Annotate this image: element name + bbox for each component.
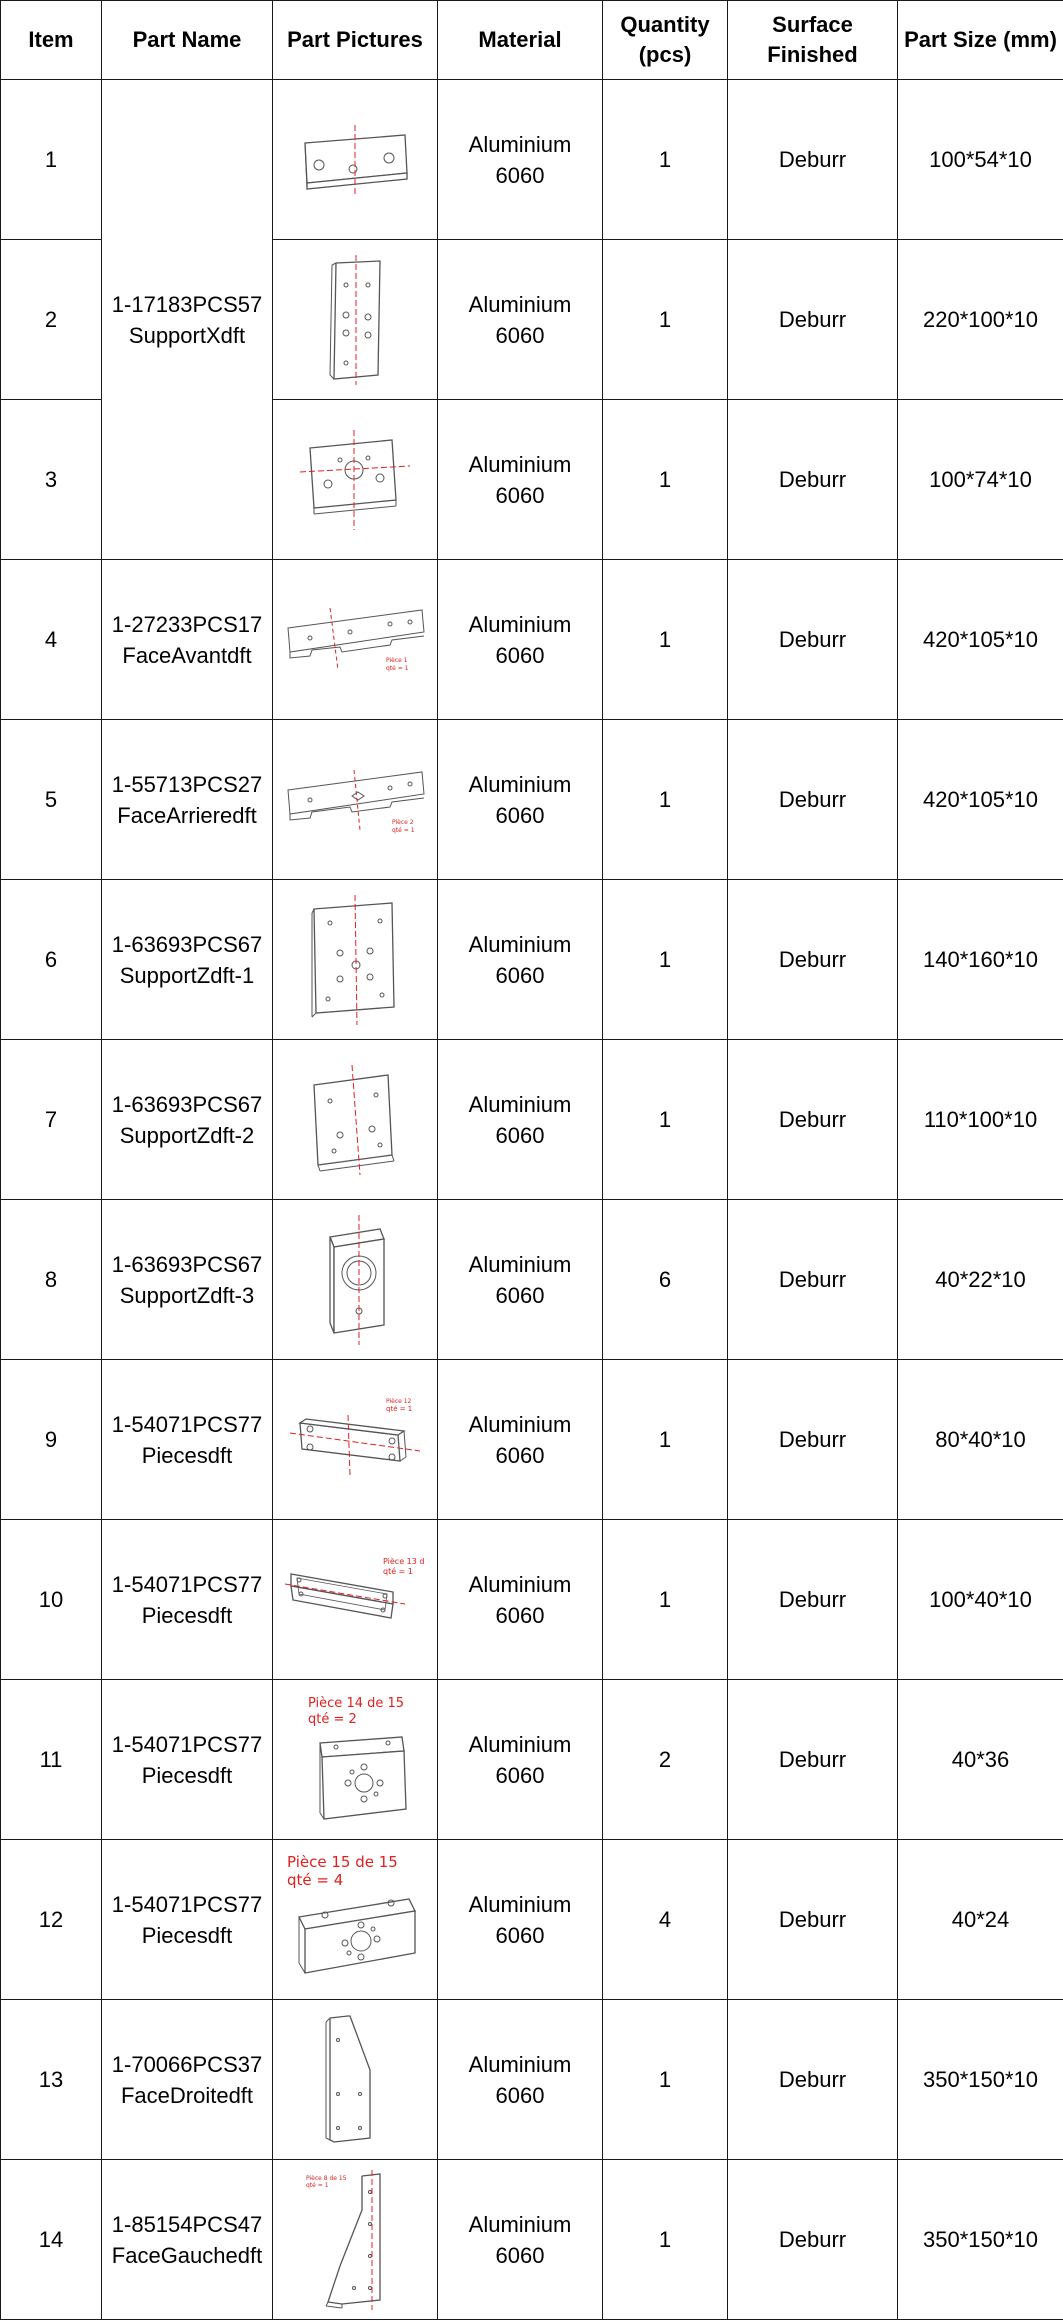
- material-cell: Aluminium 6060: [438, 400, 603, 560]
- small-plate-drawing-icon: [273, 1361, 437, 1519]
- header-surface-finished: Surface Finished: [728, 1, 898, 80]
- part-name-cell: 1-63693PCS67SupportZdft-2: [102, 1040, 273, 1200]
- surface-finished-cell: Deburr: [728, 240, 898, 400]
- rear-face-drawing-icon: [273, 721, 437, 879]
- svg-text:qté = 1: qté = 1: [386, 1404, 413, 1413]
- table-row: [1, 1200, 1063, 1360]
- item-cell: 8: [1, 1200, 102, 1360]
- part-name-cell: 1-54071PCS77Piecesdft: [102, 1680, 273, 1840]
- surface-finished-cell: Deburr: [728, 560, 898, 720]
- material-cell: Aluminium 6060: [438, 2160, 603, 2320]
- surface-finished-cell: Deburr: [728, 2000, 898, 2160]
- surface-finished-cell: Deburr: [728, 1680, 898, 1840]
- material-cell: Aluminium 6060: [438, 720, 603, 880]
- svg-text:Pièce 15 de 15: Pièce 15 de 15: [287, 1854, 398, 1871]
- table-row: [1, 560, 1063, 720]
- part-size-cell: 350*150*10: [898, 2160, 1063, 2320]
- item-cell: 7: [1, 1040, 102, 1200]
- header-quantity: Quantity (pcs): [603, 1, 728, 80]
- part-picture-cell: [273, 1200, 438, 1360]
- support-z-plate-small-drawing-icon: [273, 1041, 437, 1199]
- part-picture-cell: [273, 1040, 438, 1200]
- quantity-cell: 1: [603, 1040, 728, 1200]
- part-size-cell: 40*36: [898, 1680, 1063, 1840]
- table-row: [1, 1680, 1063, 1840]
- item-cell: 9: [1, 1360, 102, 1520]
- part-name-cell: 1-27233PCS17FaceAvantdft: [102, 560, 273, 720]
- surface-finished-cell: Deburr: [728, 720, 898, 880]
- item-cell: 5: [1, 720, 102, 880]
- right-face-drawing-icon: [273, 2001, 437, 2159]
- svg-text:Pièce 2: Pièce 2: [392, 818, 414, 826]
- surface-finished-cell: Deburr: [728, 1200, 898, 1360]
- item-cell: 6: [1, 880, 102, 1040]
- front-face-drawing-icon: [273, 561, 437, 719]
- surface-finished-cell: Deburr: [728, 80, 898, 240]
- svg-text:qté = 1: qté = 1: [386, 664, 409, 672]
- part-size-cell: 80*40*10: [898, 1360, 1063, 1520]
- plate-with-bore-drawing-icon: [273, 401, 437, 559]
- item-cell: 12: [1, 1840, 102, 2000]
- table-row: [1, 80, 1063, 240]
- material-cell: Aluminium 6060: [438, 1840, 603, 2000]
- material-cell: Aluminium 6060: [438, 80, 603, 240]
- part-name-cell: 1-17183PCS57SupportXdft: [102, 80, 273, 560]
- part-size-cell: 40*22*10: [898, 1200, 1063, 1360]
- item-cell: 11: [1, 1680, 102, 1840]
- material-cell: Aluminium 6060: [438, 1360, 603, 1520]
- quantity-cell: 1: [603, 1360, 728, 1520]
- quantity-cell: 1: [603, 80, 728, 240]
- material-cell: Aluminium 6060: [438, 240, 603, 400]
- table-row: [1, 2160, 1063, 2320]
- support-z-plate-drawing-icon: [273, 881, 437, 1039]
- svg-text:qté = 1: qté = 1: [306, 2181, 329, 2189]
- item-cell: 13: [1, 2000, 102, 2160]
- motor-flange-plate-drawing-icon: [273, 1841, 437, 1999]
- part-name-cell: 1-55713PCS27FaceArrieredft: [102, 720, 273, 880]
- quantity-cell: 2: [603, 1680, 728, 1840]
- svg-text:Pièce 12: Pièce 12: [386, 1397, 412, 1405]
- item-cell: 2: [1, 240, 102, 400]
- svg-text:qté = 4: qté = 4: [287, 1870, 344, 1889]
- part-name-cell: 1-54071PCS77Piecesdft: [102, 1840, 273, 2000]
- part-size-cell: 420*105*10: [898, 720, 1063, 880]
- svg-text:Pièce 13 d: Pièce 13 d: [383, 1557, 425, 1566]
- item-cell: 1: [1, 80, 102, 240]
- part-picture-cell: [273, 1680, 438, 1840]
- part-name-cell: 1-85154PCS47FaceGauchedft: [102, 2160, 273, 2320]
- surface-finished-cell: Deburr: [728, 2160, 898, 2320]
- table-row: [1, 1040, 1063, 1200]
- table-row: [1, 1360, 1063, 1520]
- part-size-cell: 40*24: [898, 1840, 1063, 2000]
- quantity-cell: 1: [603, 1520, 728, 1680]
- part-size-cell: 420*105*10: [898, 560, 1063, 720]
- part-picture-cell: [273, 2160, 438, 2320]
- quantity-cell: 1: [603, 720, 728, 880]
- svg-text:Pièce 14 de 15: Pièce 14 de 15: [308, 1695, 405, 1711]
- quantity-cell: 4: [603, 1840, 728, 2000]
- item-cell: 10: [1, 1520, 102, 1680]
- material-cell: Aluminium 6060: [438, 1520, 603, 1680]
- header-row: [1, 1, 1063, 80]
- part-size-cell: 220*100*10: [898, 240, 1063, 400]
- quantity-cell: 1: [603, 400, 728, 560]
- quantity-cell: 1: [603, 560, 728, 720]
- part-name-cell: 1-63693PCS67SupportZdft-1: [102, 880, 273, 1040]
- svg-text:qté = 1: qté = 1: [383, 1567, 414, 1576]
- left-face-drawing-icon: [273, 2161, 437, 2319]
- part-picture-cell: [273, 560, 438, 720]
- svg-text:qté = 1: qté = 1: [392, 826, 415, 834]
- quantity-cell: 1: [603, 240, 728, 400]
- svg-text:Pièce 8 de 15: Pièce 8 de 15: [306, 2174, 347, 2182]
- table-row: [1, 2000, 1063, 2160]
- surface-finished-cell: Deburr: [728, 1360, 898, 1520]
- part-size-cell: 350*150*10: [898, 2000, 1063, 2160]
- long-plate-drawing-icon: [273, 241, 437, 399]
- part-picture-cell: [273, 1360, 438, 1520]
- svg-text:Pièce 1: Pièce 1: [386, 656, 408, 664]
- part-picture-cell: [273, 720, 438, 880]
- material-cell: Aluminium 6060: [438, 560, 603, 720]
- motor-flange-block-drawing-icon: [273, 1681, 437, 1839]
- block-with-bore-drawing-icon: [273, 1201, 437, 1359]
- item-cell: 14: [1, 2160, 102, 2320]
- header-part-name: Part Name: [102, 1, 273, 80]
- part-size-cell: 100*74*10: [898, 400, 1063, 560]
- part-picture-cell: [273, 1520, 438, 1680]
- surface-finished-cell: Deburr: [728, 400, 898, 560]
- material-cell: Aluminium 6060: [438, 1040, 603, 1200]
- part-picture-cell: [273, 400, 438, 560]
- part-size-cell: 110*100*10: [898, 1040, 1063, 1200]
- item-cell: 4: [1, 560, 102, 720]
- part-picture-cell: [273, 880, 438, 1040]
- part-name-cell: 1-54071PCS77Piecesdft: [102, 1360, 273, 1520]
- svg-text:qté = 2: qté = 2: [308, 1711, 357, 1727]
- material-cell: Aluminium 6060: [438, 880, 603, 1040]
- table-row: [1, 880, 1063, 1040]
- surface-finished-cell: Deburr: [728, 1520, 898, 1680]
- part-picture-cell: [273, 240, 438, 400]
- part-size-cell: 140*160*10: [898, 880, 1063, 1040]
- material-cell: Aluminium 6060: [438, 1200, 603, 1360]
- part-name-cell: 1-54071PCS77Piecesdft: [102, 1520, 273, 1680]
- table-row: [1, 720, 1063, 880]
- table-row: [1, 1520, 1063, 1680]
- quantity-cell: 1: [603, 880, 728, 1040]
- quantity-cell: 6: [603, 1200, 728, 1360]
- header-material: Material: [438, 1, 603, 80]
- thin-plate-drawing-icon: [273, 1521, 437, 1679]
- header-item: Item: [1, 1, 102, 80]
- part-size-cell: 100*40*10: [898, 1520, 1063, 1680]
- part-size-cell: 100*54*10: [898, 80, 1063, 240]
- part-picture-cell: [273, 80, 438, 240]
- quantity-cell: 1: [603, 2160, 728, 2320]
- item-cell: 3: [1, 400, 102, 560]
- part-name-cell: 1-70066PCS37FaceDroitedft: [102, 2000, 273, 2160]
- material-cell: Aluminium 6060: [438, 2000, 603, 2160]
- support-plate-drawing-icon: [273, 81, 437, 239]
- surface-finished-cell: Deburr: [728, 1040, 898, 1200]
- part-picture-cell: [273, 2000, 438, 2160]
- part-picture-cell: [273, 1840, 438, 2000]
- surface-finished-cell: Deburr: [728, 1840, 898, 2000]
- quantity-cell: 1: [603, 2000, 728, 2160]
- part-name-cell: 1-63693PCS67SupportZdft-3: [102, 1200, 273, 1360]
- table-row: [1, 1840, 1063, 2000]
- header-part-pictures: Part Pictures: [273, 1, 438, 80]
- surface-finished-cell: Deburr: [728, 880, 898, 1040]
- header-part-size: Part Size (mm): [898, 1, 1063, 80]
- material-cell: Aluminium 6060: [438, 1680, 603, 1840]
